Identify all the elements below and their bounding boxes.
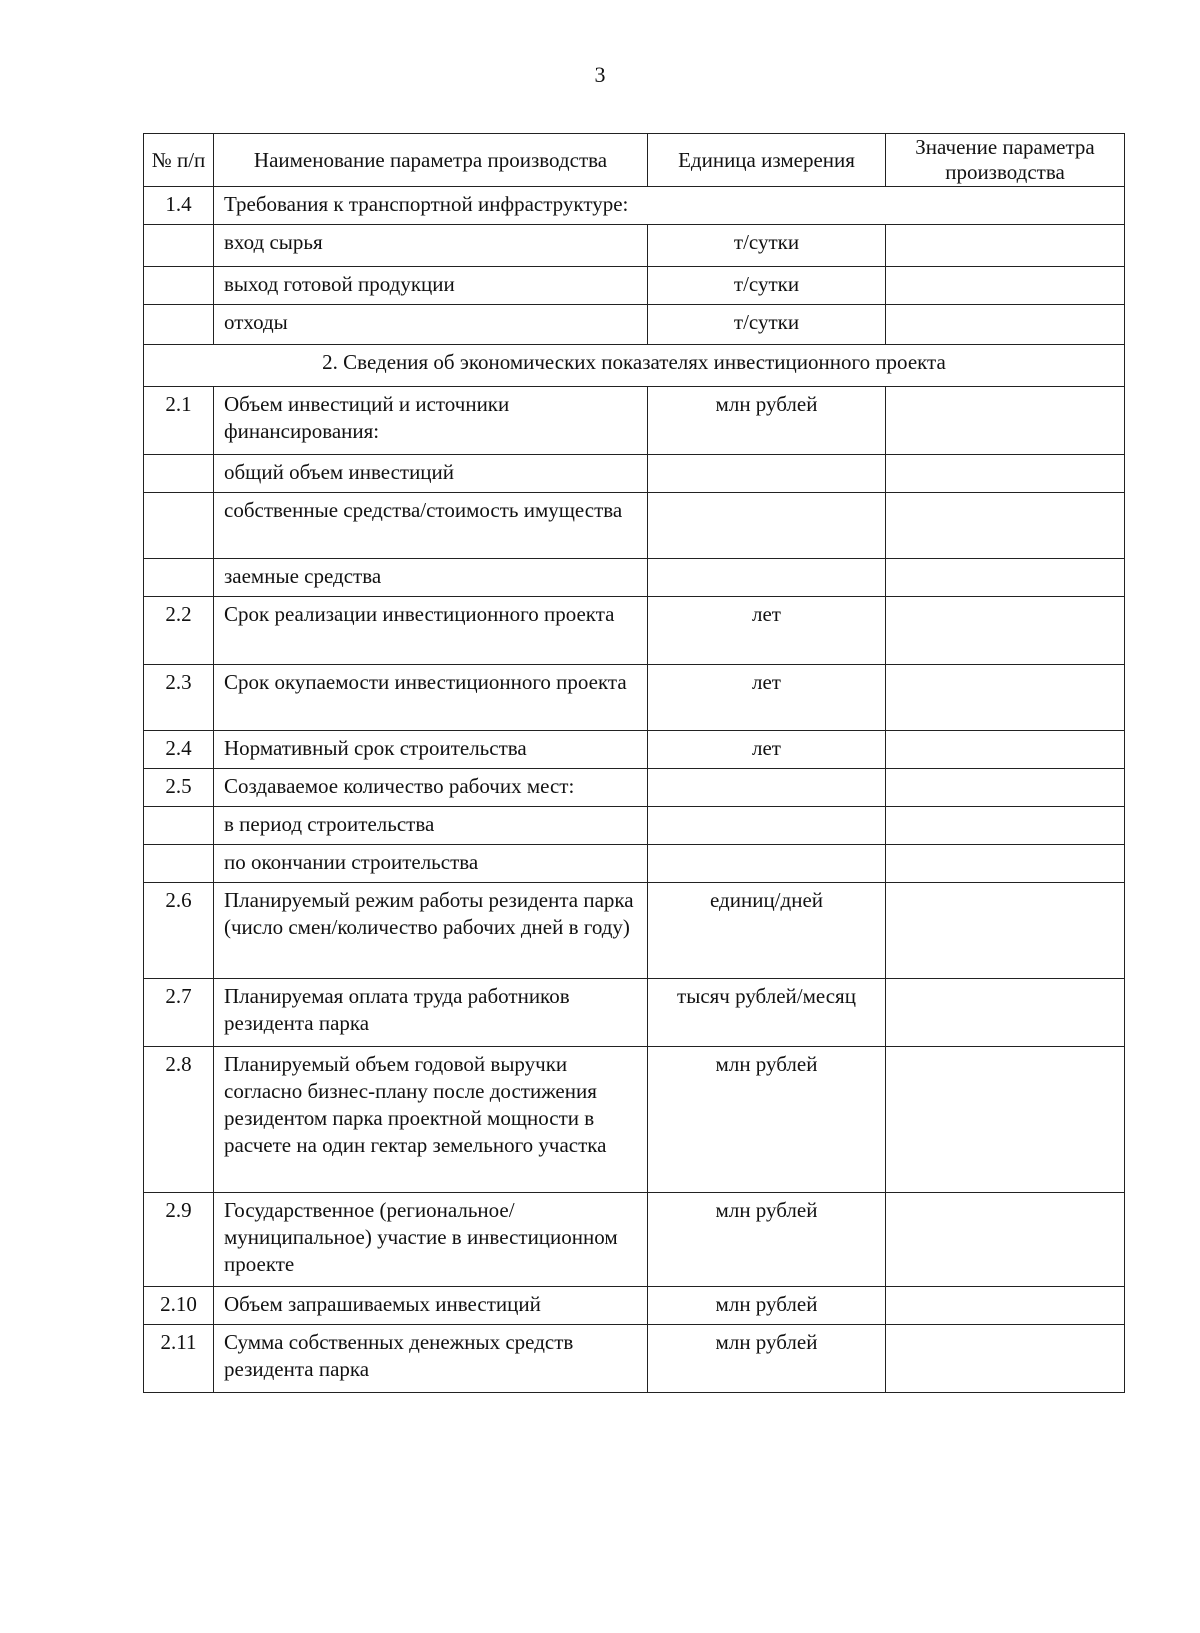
page-number: 3 <box>594 62 606 87</box>
unit-cell <box>648 845 886 883</box>
parameters-table <box>143 133 1125 1393</box>
value-cell <box>886 883 1125 979</box>
row-number: 2.3 <box>144 665 214 731</box>
header-num: № п/п <box>144 134 214 187</box>
value-cell <box>886 769 1125 807</box>
row-number: 2.11 <box>144 1325 214 1393</box>
unit-cell <box>648 807 886 845</box>
unit-cell: млн рублей <box>648 1325 886 1393</box>
row-number <box>144 455 214 493</box>
value-cell <box>886 493 1125 559</box>
value-cell <box>886 225 1125 267</box>
parameter-name: собственные средства/стоимость имущества <box>214 493 648 559</box>
row-number <box>144 305 214 345</box>
value-cell <box>886 807 1125 845</box>
row-number <box>144 493 214 559</box>
value-cell <box>886 665 1125 731</box>
header-unit: Единица измерения <box>648 134 886 187</box>
table-header-row <box>144 134 1125 187</box>
parameter-name: Срок реализации инвестиционного проекта <box>214 597 648 665</box>
table-row <box>144 305 1125 345</box>
value-cell <box>886 979 1125 1047</box>
parameter-name: общий объем инвестиций <box>214 455 648 493</box>
parameter-name: Объем запрашиваемых инвестиций <box>214 1287 648 1325</box>
row-number: 2.7 <box>144 979 214 1047</box>
value-cell <box>886 597 1125 665</box>
row-number: 1.4 <box>144 187 214 225</box>
table-row <box>144 979 1125 1047</box>
row-number: 2.6 <box>144 883 214 979</box>
parameter-name: Срок окупаемости инвестиционного проекта <box>214 665 648 731</box>
unit-cell: лет <box>648 665 886 731</box>
table-row <box>144 493 1125 559</box>
table-row <box>144 807 1125 845</box>
unit-cell <box>648 493 886 559</box>
unit-cell <box>648 769 886 807</box>
value-cell <box>886 267 1125 305</box>
parameter-name: заемные средства <box>214 559 648 597</box>
value-cell <box>886 731 1125 769</box>
value-cell <box>886 1325 1125 1393</box>
row-number: 2.8 <box>144 1047 214 1193</box>
unit-cell: млн рублей <box>648 1287 886 1325</box>
row-number: 2.5 <box>144 769 214 807</box>
section-row <box>144 345 1125 387</box>
unit-cell: млн рублей <box>648 387 886 455</box>
parameter-name: Нормативный срок строительства <box>214 731 648 769</box>
value-cell <box>886 559 1125 597</box>
parameter-name: выход готовой продукции <box>214 267 648 305</box>
table-row <box>144 387 1125 455</box>
unit-cell: тысяч рублей/месяц <box>648 979 886 1047</box>
table-row <box>144 597 1125 665</box>
section-title: 2. Сведения об экономических показателях инвестиционного проекта <box>144 345 1125 387</box>
unit-cell: млн рублей <box>648 1193 886 1287</box>
value-cell <box>886 1287 1125 1325</box>
table-row <box>144 769 1125 807</box>
row-number: 2.9 <box>144 1193 214 1287</box>
table-row <box>144 665 1125 731</box>
table-row <box>144 845 1125 883</box>
row-number: 2.10 <box>144 1287 214 1325</box>
row-number: 2.4 <box>144 731 214 769</box>
table-row <box>144 187 1125 225</box>
row-number: 2.2 <box>144 597 214 665</box>
header-value: Значение параметра производства <box>886 134 1125 187</box>
table-row <box>144 731 1125 769</box>
table-row <box>144 559 1125 597</box>
parameter-name: Сумма собственных денежных средств резидента парка <box>214 1325 648 1393</box>
unit-cell: млн рублей <box>648 1047 886 1193</box>
table-row <box>144 455 1125 493</box>
parameter-name: отходы <box>214 305 648 345</box>
value-cell <box>886 1047 1125 1193</box>
unit-cell: лет <box>648 731 886 769</box>
unit-cell <box>648 455 886 493</box>
unit-cell: единиц/дней <box>648 883 886 979</box>
header-name: Наименование параметра производства <box>214 134 648 187</box>
parameter-name: Планируемая оплата труда работников резидента парка <box>214 979 648 1047</box>
row-number <box>144 267 214 305</box>
table-body <box>144 187 1125 1393</box>
row-number <box>144 845 214 883</box>
value-cell <box>886 1193 1125 1287</box>
parameter-name: Создаваемое количество рабочих мест: <box>214 769 648 807</box>
parameter-name: в период строительства <box>214 807 648 845</box>
row-number <box>144 807 214 845</box>
parameter-name: Требования к транспортной инфраструктуре: <box>214 187 1125 225</box>
row-number: 2.1 <box>144 387 214 455</box>
value-cell <box>886 387 1125 455</box>
unit-cell: т/сутки <box>648 305 886 345</box>
unit-cell: лет <box>648 597 886 665</box>
table-row <box>144 267 1125 305</box>
unit-cell <box>648 559 886 597</box>
value-cell <box>886 845 1125 883</box>
table-row <box>144 1047 1125 1193</box>
table-row <box>144 1287 1125 1325</box>
parameter-name: вход сырья <box>214 225 648 267</box>
value-cell <box>886 455 1125 493</box>
table-row <box>144 1325 1125 1393</box>
parameter-name: Государственное (региональное/муниципальное) участие в инвестиционном проекте <box>214 1193 648 1287</box>
row-number <box>144 559 214 597</box>
table-row <box>144 883 1125 979</box>
parameter-name: Планируемый объем годовой выручки согласно бизнес-плану после достижения резидентом парка проектной мощности в расчете на один гектар земельного участка <box>214 1047 648 1193</box>
parameter-name: Объем инвестиций и источники финансирования: <box>214 387 648 455</box>
unit-cell: т/сутки <box>648 225 886 267</box>
unit-cell: т/сутки <box>648 267 886 305</box>
parameter-name: Планируемый режим работы резидента парка (число смен/количество рабочих дней в году) <box>214 883 648 979</box>
parameter-name: по окончании строительства <box>214 845 648 883</box>
table-row <box>144 1193 1125 1287</box>
value-cell <box>886 305 1125 345</box>
table-row <box>144 225 1125 267</box>
row-number <box>144 225 214 267</box>
